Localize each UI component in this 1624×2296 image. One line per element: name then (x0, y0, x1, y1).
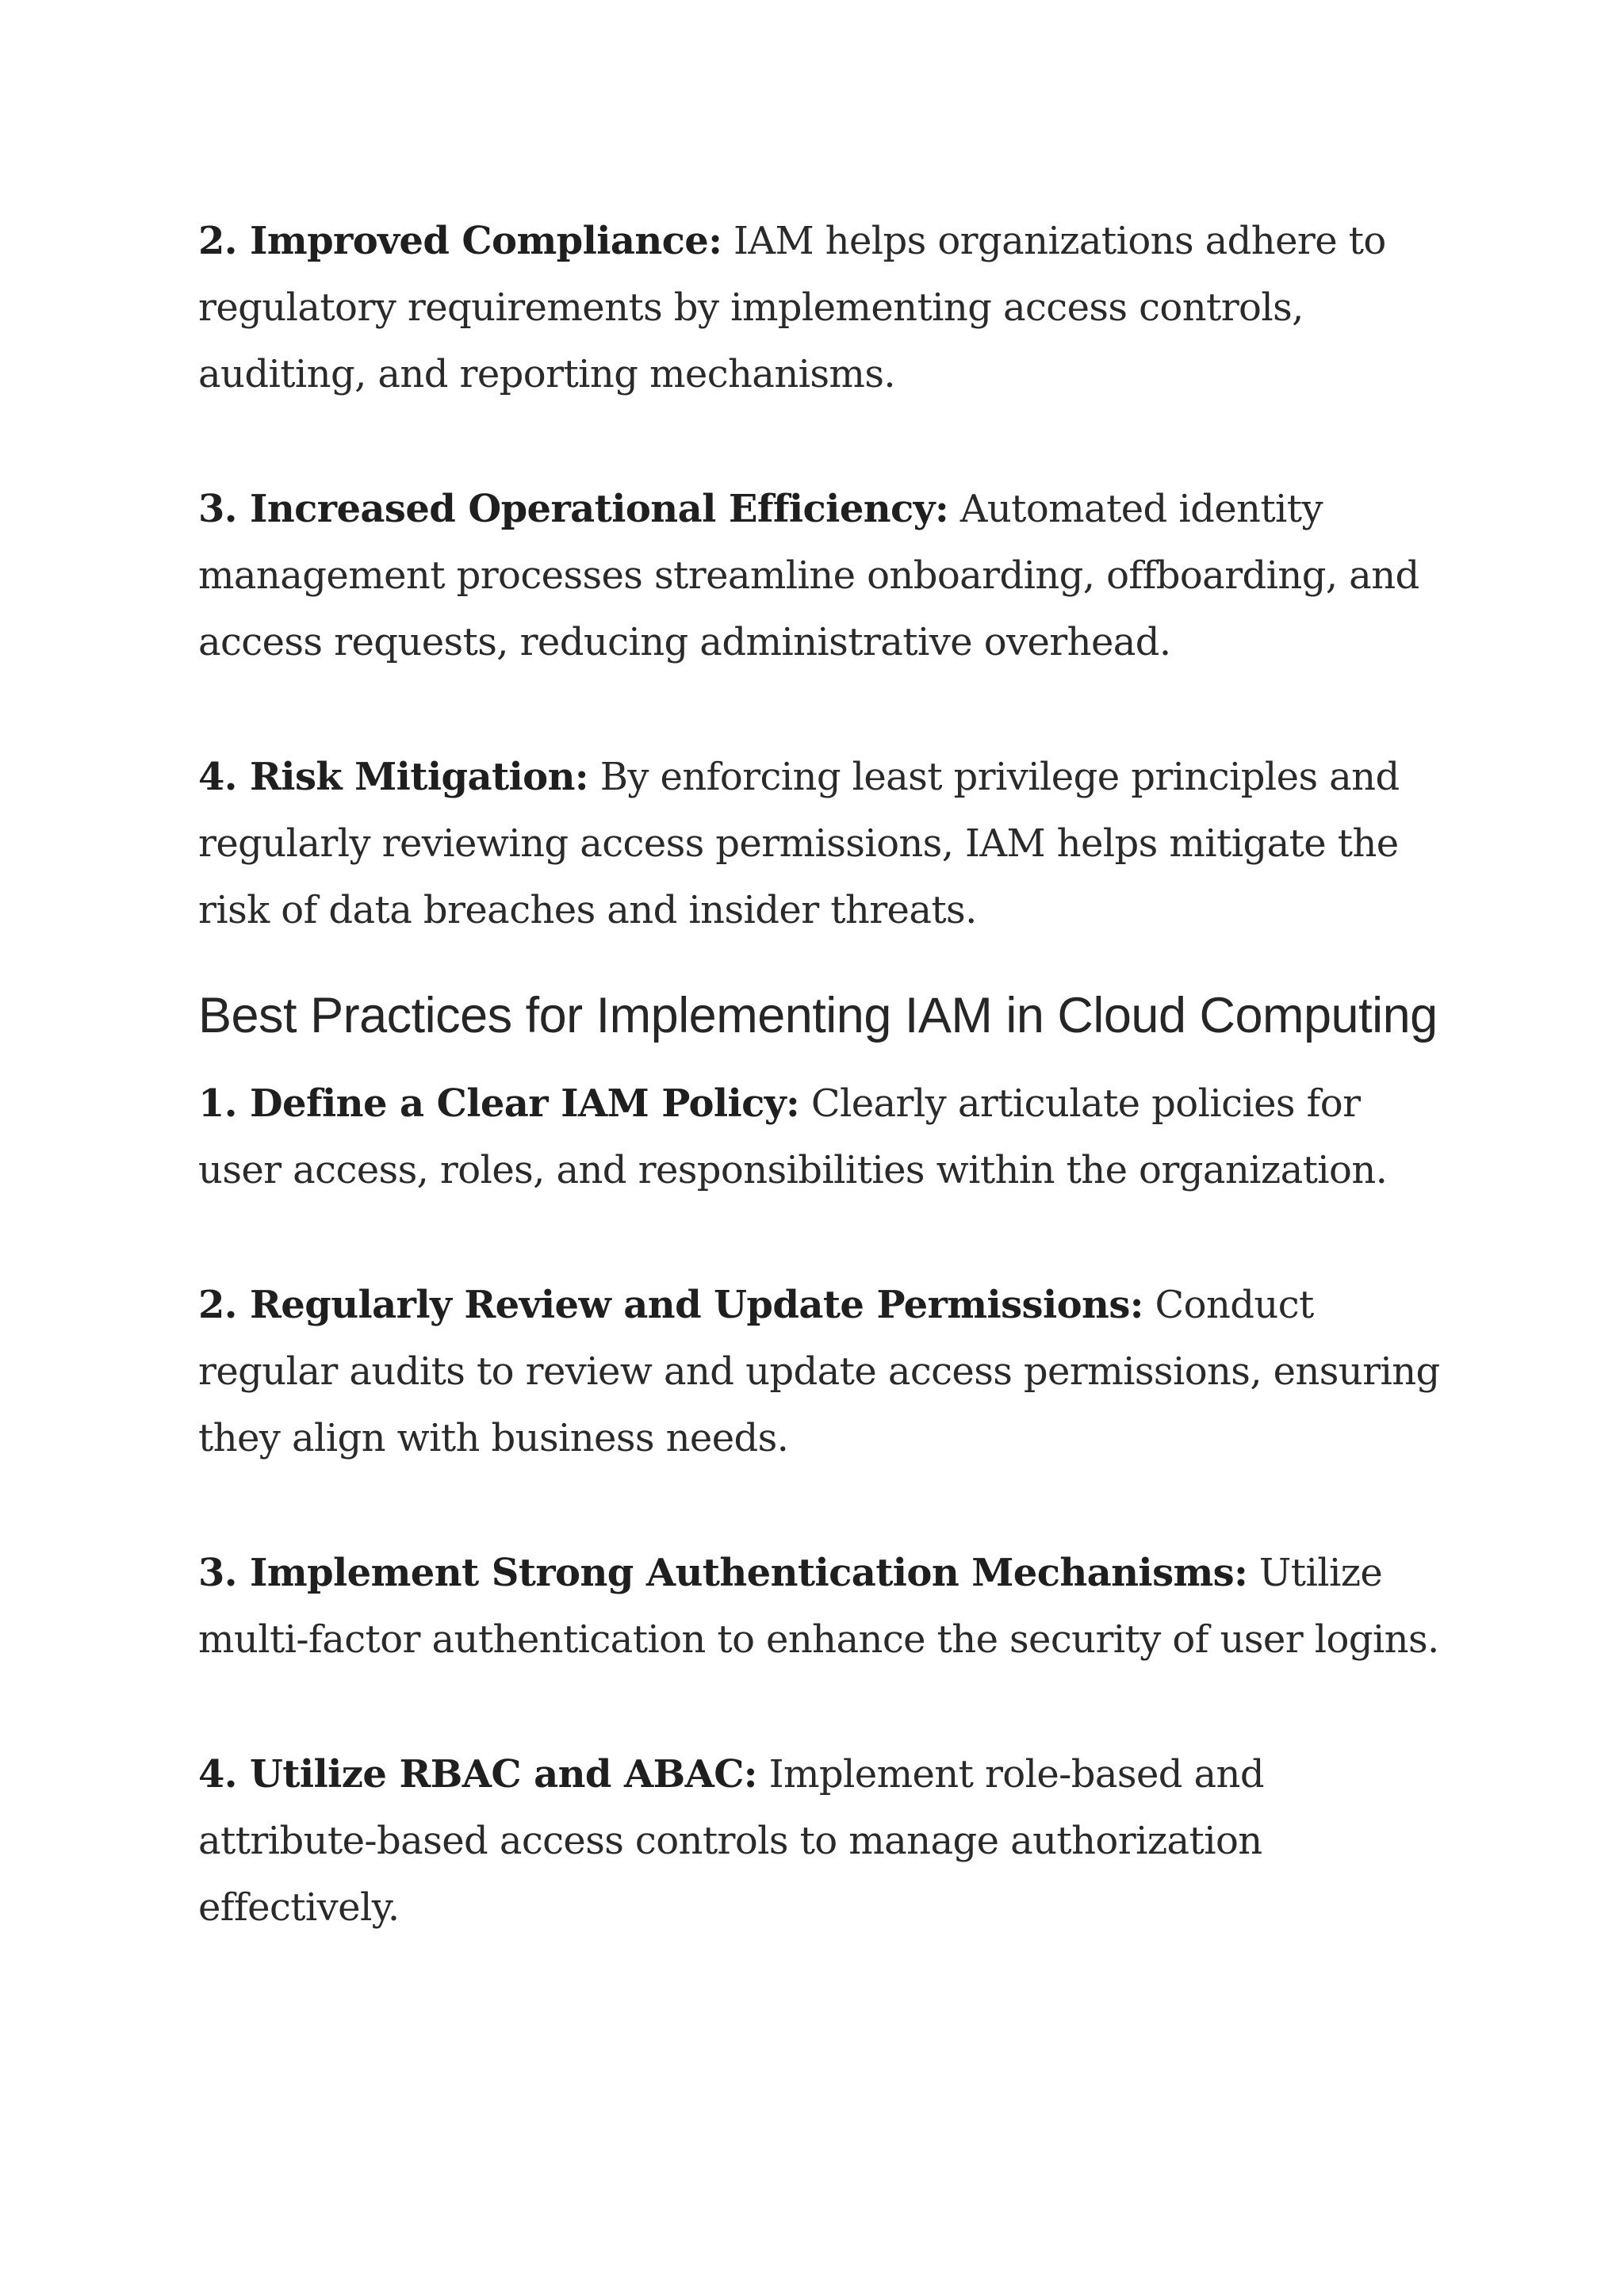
benefit-lead: 4. Risk Mitigation: (198, 755, 589, 799)
practice-review-permissions (198, 1272, 1451, 1471)
practice-lead: 4. Utilize RBAC and ABAC: (198, 1752, 757, 1797)
benefit-text: IAM helps organizations adhere to regulatory requirements by implementing access controls, auditing, and reporting mechanisms. (198, 219, 1386, 396)
practice-lead: 3. Implement Strong Authentication Mechanisms: (198, 1551, 1248, 1595)
practice-text: Utilize multi-factor authentication to enhance the security of user logins. (198, 1551, 1439, 1662)
benefit-text: Automated identity management processes streamline onboarding, offboarding, and access requests, reducing administrative overhead. (198, 487, 1419, 664)
benefit-operational-efficiency (198, 476, 1451, 675)
benefit-lead: 3. Increased Operational Efficiency: (198, 487, 949, 531)
practice-strong-authentication (198, 1540, 1451, 1673)
practice-text: Clearly articulate policies for user access, roles, and responsibilities within the organization. (198, 1081, 1388, 1192)
practice-text: Implement role-based and attribute-based access controls to manage authorization effectively. (198, 1752, 1264, 1930)
benefit-lead: 2. Improved Compliance: (198, 219, 722, 263)
practice-define-policy (198, 1070, 1451, 1203)
practice-text: Conduct regular audits to review and update access permissions, ensuring they align with business needs. (198, 1283, 1440, 1460)
benefit-risk-mitigation (198, 744, 1451, 943)
section-heading: Best Practices for Implementing IAM in Cloud Computing (198, 988, 1438, 1043)
benefit-text: By enforcing least privilege principles and regularly reviewing access permissions, IAM helps mitigate the risk of data breaches and insider threats. (198, 755, 1400, 932)
benefit-improved-compliance (198, 208, 1451, 408)
practice-lead: 2. Regularly Review and Update Permissions: (198, 1283, 1143, 1327)
practice-rbac-abac (198, 1741, 1451, 1941)
document-body (198, 208, 1451, 2009)
practice-lead: 1. Define a Clear IAM Policy: (198, 1081, 800, 1126)
